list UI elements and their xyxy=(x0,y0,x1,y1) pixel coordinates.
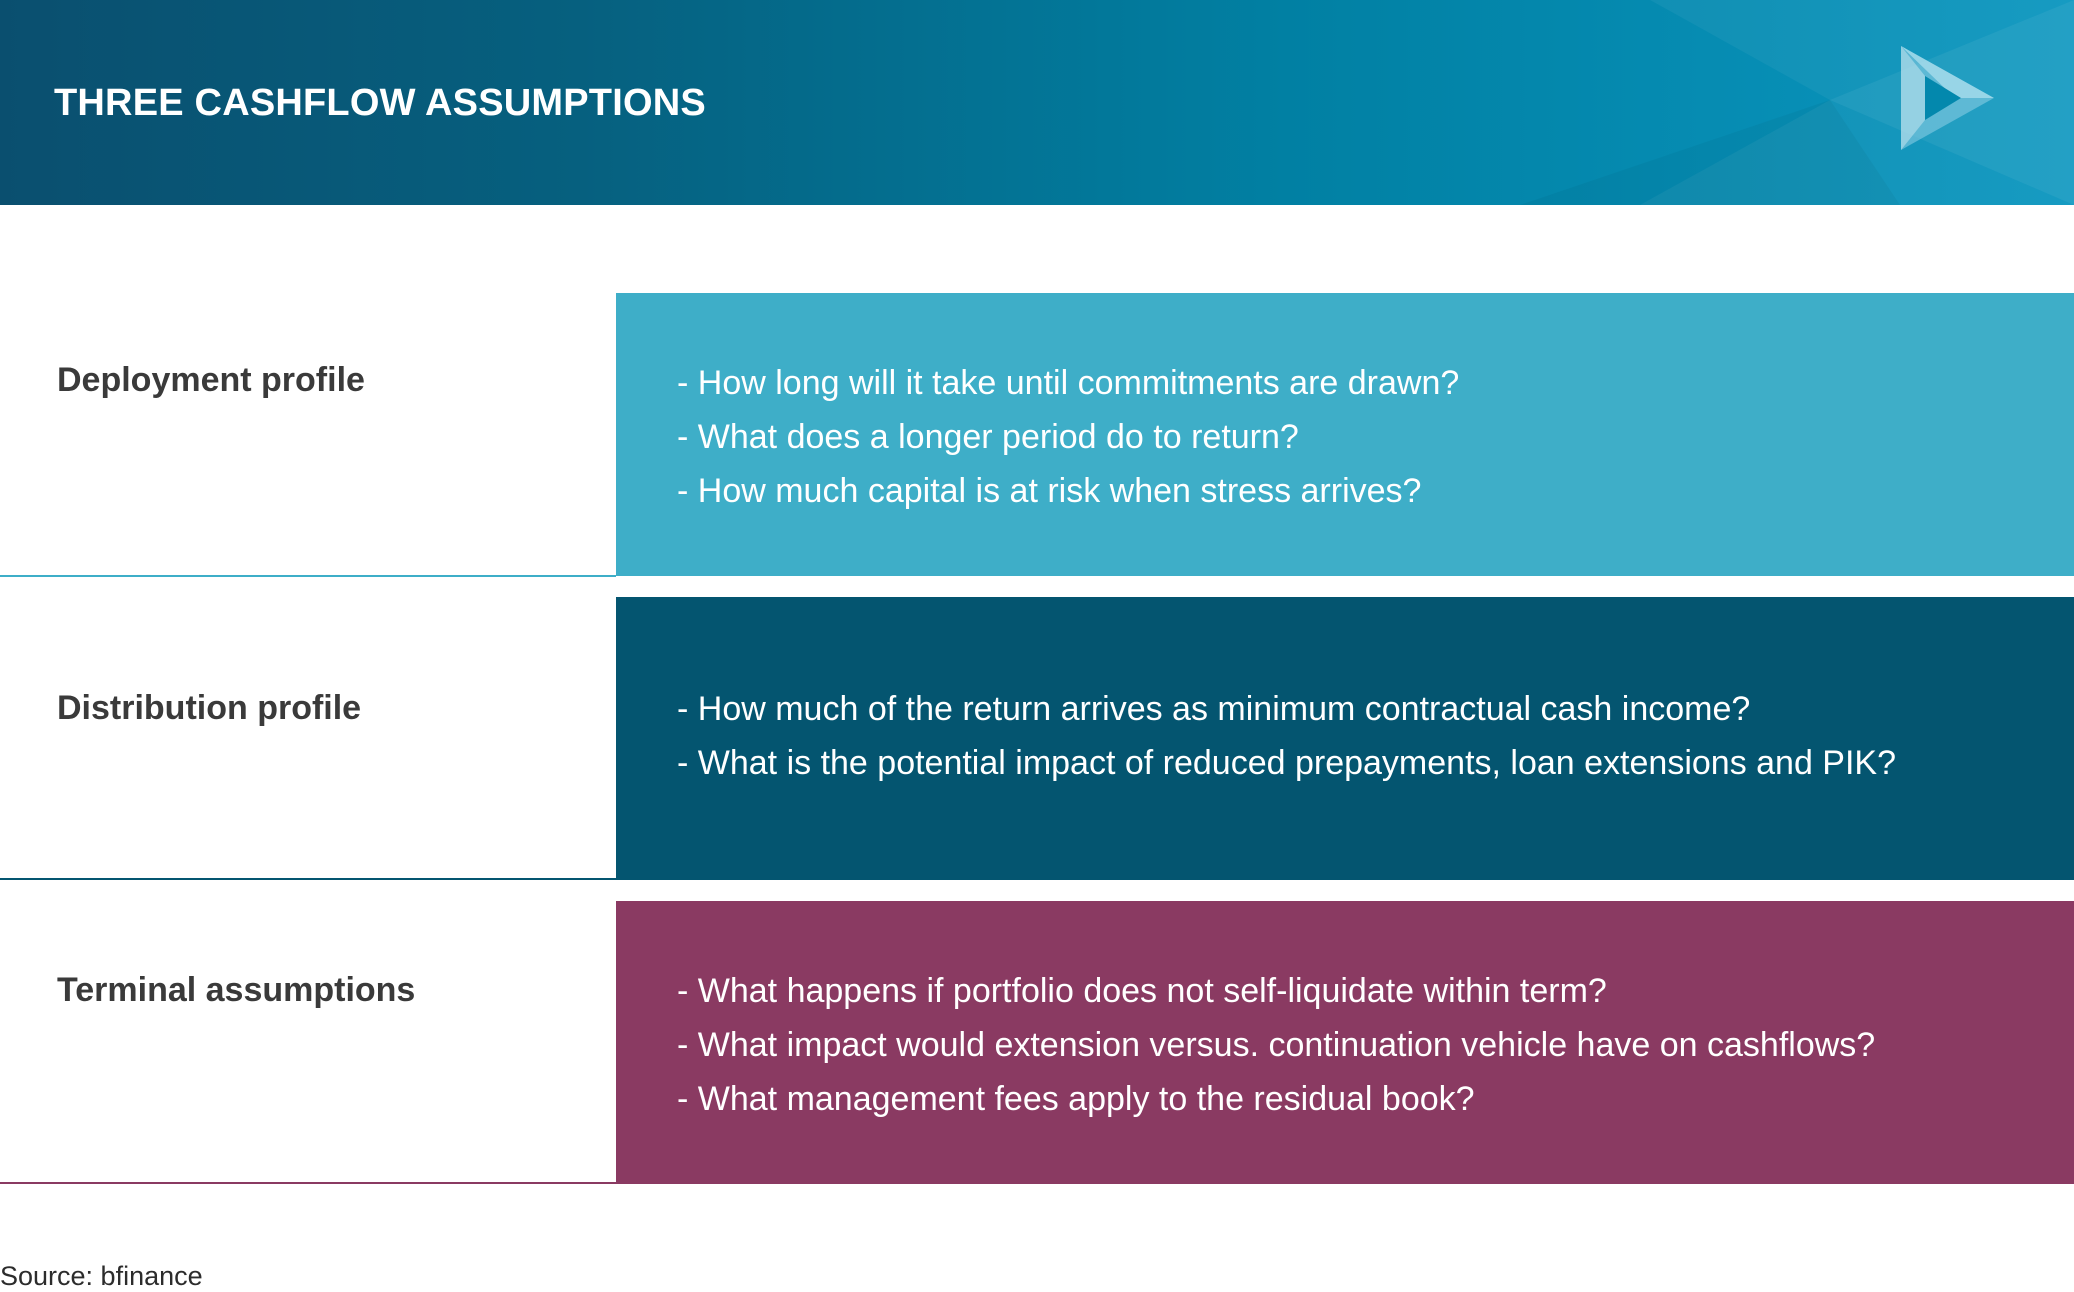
row-label-distribution: Distribution profile xyxy=(57,689,362,727)
list-item: - How much capital is at risk when stress arrives? xyxy=(677,472,1422,510)
list-item: - What happens if portfolio does not self-liquidate within term? xyxy=(677,972,1607,1010)
row-label-terminal: Terminal assumptions xyxy=(57,971,416,1009)
row-divider xyxy=(0,1182,616,1184)
list-item: - What does a longer period do to return? xyxy=(677,418,1299,456)
header-banner xyxy=(0,0,2074,205)
row-divider xyxy=(0,575,616,577)
list-item: - What management fees apply to the residual book? xyxy=(677,1080,1475,1118)
panel-deployment xyxy=(616,293,2074,576)
list-item: - What impact would extension versus. continuation vehicle have on cashflows? xyxy=(677,1026,1876,1064)
question-list xyxy=(677,964,1875,1126)
row-divider xyxy=(0,878,616,880)
list-item: - What is the potential impact of reduced prepayments, loan extensions and PIK? xyxy=(677,744,1897,782)
source-note: Source: bfinance xyxy=(0,1261,203,1291)
list-item: - How much of the return arrives as minimum contractual cash income? xyxy=(677,690,1751,728)
row-label-deployment: Deployment profile xyxy=(57,361,365,399)
panel-distribution xyxy=(616,597,2074,880)
page-title: THREE CASHFLOW ASSUMPTIONS xyxy=(54,82,706,124)
panel-terminal xyxy=(616,901,2074,1184)
question-list xyxy=(677,682,1896,790)
list-item: - How long will it take until commitments are drawn? xyxy=(677,364,1460,402)
question-list xyxy=(677,356,1459,518)
play-triangle-icon xyxy=(1895,42,2000,154)
